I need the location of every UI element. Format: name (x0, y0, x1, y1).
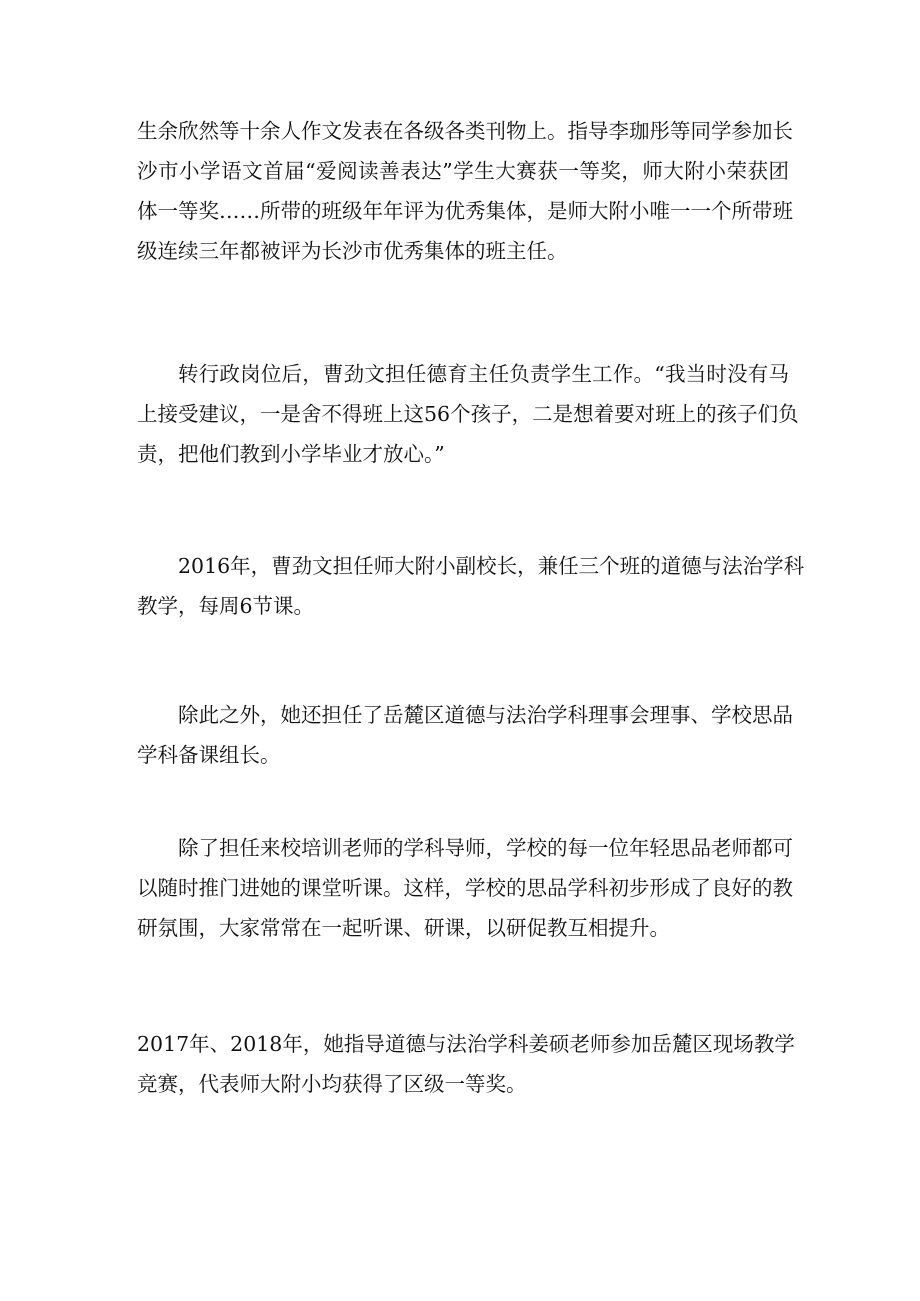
text-line: 2016年，曹劲文担任师大附小副校长，兼任三个班的道德与法治学科 (178, 554, 805, 578)
paragraph-6 (137, 1024, 795, 1104)
paragraph-1 (137, 111, 793, 271)
text-line: 以随时推门进她的课堂听课。这样，学校的思品学科初步形成了良好的教 (137, 876, 793, 900)
text-line: 生余欣然等十余人作文发表在各级各类刊物上。指导李珈彤等同学参加长 (137, 119, 793, 143)
text-line: 体一等奖……所带的班级年年评为优秀集体，是师大附小唯一一个所带班 (137, 199, 793, 223)
text-line: 研氛围，大家常常在一起听课、研课，以研促教互相提升。 (137, 916, 670, 940)
text-line: 竞赛，代表师大附小均获得了区级一等奖。 (137, 1072, 527, 1096)
text-line: 责，把他们教到小学毕业才放心。” (137, 442, 445, 466)
paragraph-4 (137, 695, 793, 775)
text-line: 除了担任来校培训老师的学科导师，学校的每一位年轻思品老师都可 (178, 836, 793, 860)
text-line: 教学，每周6节课。 (137, 594, 315, 618)
paragraph-5 (137, 828, 793, 948)
text-line: 级连续三年都被评为长沙市优秀集体的班主任。 (137, 239, 568, 263)
text-line: 学科备课组长。 (137, 743, 281, 767)
text-line: 除此之外，她还担任了岳麓区道德与法治学科理事会理事、学校思品 (178, 703, 793, 727)
paragraph-2 (137, 354, 799, 474)
text-line: 沙市小学语文首届“爱阅读善表达”学生大赛获一等奖，师大附小荣获团 (137, 159, 789, 183)
text-line: 2017年、2018年，她指导道德与法治学科姜硕老师参加岳麓区现场教学 (137, 1032, 795, 1056)
text-line: 上接受建议，一是舍不得班上这56个孩子，二是想着要对班上的孩子们负 (137, 402, 799, 426)
paragraph-3 (137, 546, 805, 626)
text-line: 转行政岗位后，曹劲文担任德育主任负责学生工作。“我当时没有马 (178, 362, 789, 386)
